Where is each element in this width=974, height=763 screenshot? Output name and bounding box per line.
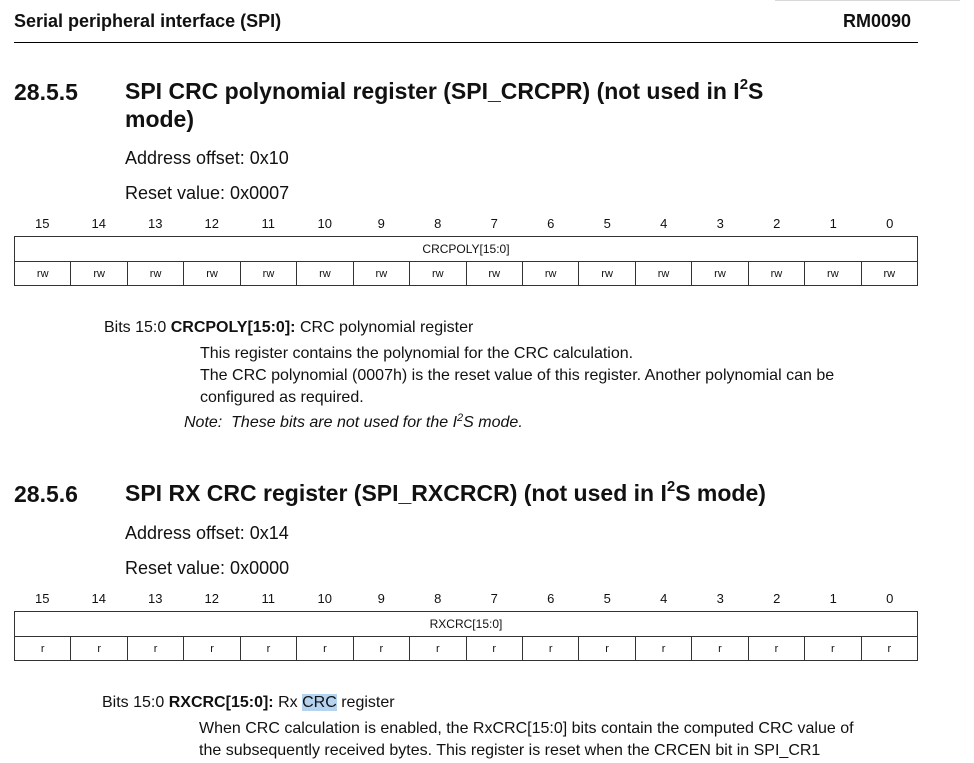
section-title-text: SPI RX CRC register (SPI_RXCRCR) (not used in I	[125, 480, 667, 506]
document-code: RM0090	[843, 11, 912, 31]
note-superscript: 2	[457, 412, 464, 424]
access-cell: r	[692, 637, 748, 661]
access-cell: rw	[523, 262, 579, 286]
bit-number: 11	[261, 591, 275, 606]
bit-number: 13	[148, 216, 163, 231]
access-cell: rw	[692, 262, 748, 286]
access-cell: r	[749, 637, 805, 661]
bit-number: 6	[547, 216, 555, 231]
access-cell: r	[805, 637, 861, 661]
bit-number: 9	[377, 216, 385, 231]
access-cell: r	[15, 637, 71, 661]
bit-description-heading	[104, 319, 473, 337]
section-title-text-end: S	[748, 78, 764, 104]
description-line: configured as required.	[200, 389, 364, 406]
bit-number: 12	[204, 591, 219, 606]
section-title-text: SPI CRC polynomial register (SPI_CRCPR) (not used in I	[125, 78, 740, 104]
bit-number: 1	[829, 591, 837, 606]
bit-number: 3	[716, 591, 724, 606]
bit-number: 4	[660, 216, 668, 231]
bits-range: Bits 15:0	[102, 694, 165, 711]
bit-number-row	[14, 216, 918, 231]
field-description	[199, 718, 929, 762]
bit-number: 12	[204, 216, 219, 231]
bit-number-row	[14, 591, 918, 606]
bit-number: 0	[886, 216, 894, 231]
bits-field-name: RXCRC[15:0]:	[168, 694, 274, 711]
register-map	[14, 611, 918, 661]
access-cell: r	[71, 637, 127, 661]
bit-number: 8	[434, 591, 442, 606]
access-cell: r	[579, 637, 635, 661]
address-offset: Address offset: 0x14	[125, 523, 289, 543]
note	[184, 414, 523, 432]
access-cell: rw	[410, 262, 466, 286]
bits-field-name: CRCPOLY[15:0]:	[170, 319, 296, 336]
access-cell: r	[887, 643, 892, 655]
register-field: CRCPOLY[15:0]	[15, 237, 917, 262]
register-map	[14, 236, 918, 286]
bit-number: 3	[716, 216, 724, 231]
bit-number: 0	[886, 591, 894, 606]
bit-number: 7	[490, 216, 498, 231]
access-cell: rw	[805, 262, 861, 286]
access-cell: rw	[749, 262, 805, 286]
reset-value: Reset value: 0x0000	[125, 558, 290, 578]
bit-number: 1	[829, 216, 837, 231]
access-cell: rw	[71, 262, 127, 286]
access-cell: r	[297, 637, 353, 661]
note-text-end: S mode.	[463, 414, 523, 431]
access-cell: rw	[15, 262, 71, 286]
description-line: When CRC calculation is enabled, the RxCRC[15:0] bits contain the computed CRC value of	[199, 720, 854, 737]
bits-field-desc-end: register	[341, 694, 395, 711]
access-cell: r	[184, 637, 240, 661]
access-cell: rw	[128, 262, 184, 286]
access-cell: r	[410, 637, 466, 661]
section-title-superscript: 2	[666, 478, 676, 495]
bit-number: 5	[603, 591, 611, 606]
bit-number: 8	[434, 216, 442, 231]
bit-number: 4	[660, 591, 668, 606]
access-cell: r	[354, 637, 410, 661]
description-line: This register contains the polynomial for the CRC calculation.	[200, 345, 634, 362]
header-rule	[14, 42, 918, 43]
selected-text-highlight[interactable]: CRC	[302, 694, 337, 711]
access-row	[15, 637, 917, 661]
access-row	[15, 262, 917, 286]
bit-number: 14	[91, 591, 106, 606]
bit-number: 10	[317, 216, 332, 231]
register-field: RXCRC[15:0]	[15, 612, 917, 637]
section-title-line2: mode)	[125, 106, 194, 132]
address-offset: Address offset: 0x10	[125, 148, 289, 168]
bit-number: 15	[35, 591, 50, 606]
section-number: 28.5.5	[14, 79, 78, 105]
bits-field-desc: Rx	[278, 694, 298, 711]
bits-range: Bits 15:0	[104, 319, 167, 336]
access-cell: rw	[241, 262, 297, 286]
access-cell: rw	[354, 262, 410, 286]
bit-number: 13	[148, 591, 163, 606]
bit-number: 2	[773, 591, 781, 606]
bit-number: 14	[91, 216, 106, 231]
description-line: the subsequently received bytes. This register is reset when the CRCEN bit in SPI_CR1	[199, 742, 821, 759]
access-cell: r	[636, 637, 692, 661]
running-header-title: Serial peripheral interface (SPI)	[14, 11, 282, 31]
field-description	[200, 343, 920, 409]
bit-number: 11	[261, 216, 275, 231]
access-cell: rw	[579, 262, 635, 286]
bit-number: 7	[490, 591, 498, 606]
description-line: The CRC polynomial (0007h) is the reset value of this register. Another polynomial can be	[200, 367, 835, 384]
access-cell: r	[241, 637, 297, 661]
bit-number: 10	[317, 591, 332, 606]
note-text: These bits are not used for the I	[231, 414, 458, 431]
section-number: 28.5.6	[14, 481, 78, 507]
access-cell: r	[128, 637, 184, 661]
top-edge-rule	[775, 0, 960, 1]
access-cell: r	[523, 637, 579, 661]
note-label: Note:	[184, 414, 223, 431]
section-title-text-end: S mode)	[675, 480, 766, 506]
bit-description-heading	[102, 694, 395, 712]
bit-number: 9	[377, 591, 385, 606]
access-cell: rw	[883, 268, 896, 280]
access-cell: r	[467, 637, 523, 661]
section-title-superscript: 2	[739, 76, 749, 93]
bit-number: 5	[603, 216, 611, 231]
bit-number: 6	[547, 591, 555, 606]
section-title	[125, 77, 825, 133]
access-cell: rw	[636, 262, 692, 286]
reset-value: Reset value: 0x0007	[125, 183, 290, 203]
access-cell: rw	[297, 262, 353, 286]
bit-number: 15	[35, 216, 50, 231]
bits-field-desc: CRC polynomial register	[299, 319, 474, 336]
access-cell: rw	[184, 262, 240, 286]
bit-number: 2	[773, 216, 781, 231]
access-cell: rw	[467, 262, 523, 286]
section-title	[125, 479, 925, 507]
